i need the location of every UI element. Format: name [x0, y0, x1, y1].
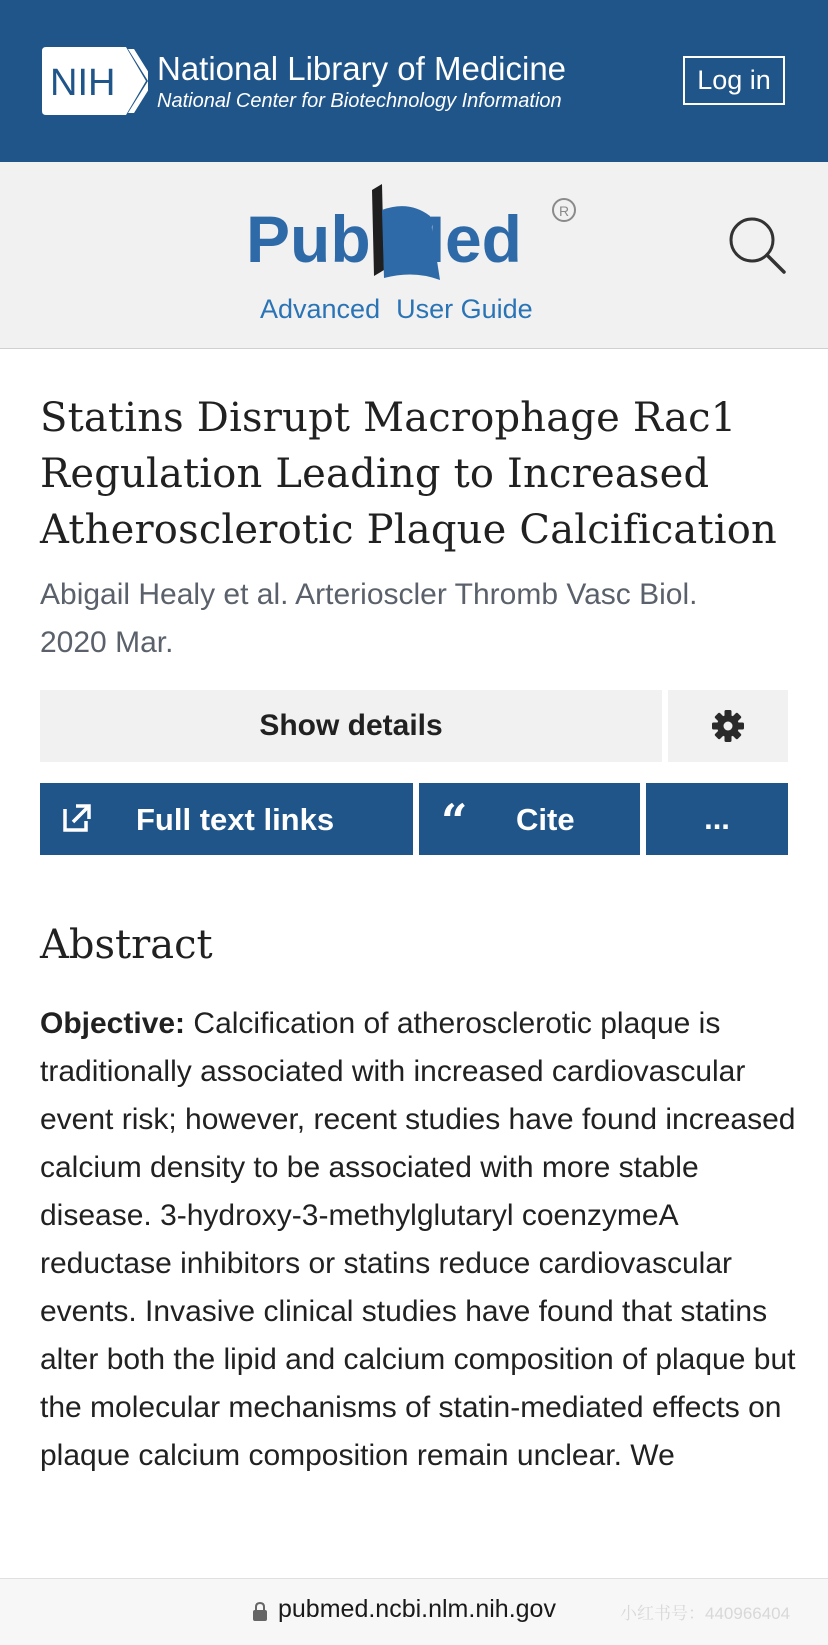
login-button[interactable]: Log in [683, 56, 785, 105]
gear-icon [711, 709, 745, 743]
svg-text:R: R [559, 203, 570, 219]
quote-icon: “ [441, 794, 468, 848]
pubmed-logo-pub: Pub [246, 202, 371, 276]
pubmed-logo[interactable] [244, 180, 584, 298]
abstract-paragraph: Calcification of atherosclerotic plaque is traditionally associated with increased cardiovascular event risk; however, recent studies have found increased calcium density to be associated with more stable disease. 3-hydroxy-3-methylglutaryl coenzymeA reductase inhibitors or statins reduce cardiovascular events. Invasive clinical studies have found that statins alter both the lipid and calcium composition of plaque but the molecular mechanisms of statin-mediated effects on plaque calcium composition remain unclear. We [40, 1007, 796, 1472]
pubmed-bar [0, 162, 828, 349]
nih-title[interactable]: National Library of Medicine [157, 50, 567, 87]
abstract-text [40, 1000, 800, 1480]
more-actions-button[interactable]: ... [646, 783, 788, 855]
full-text-links-button[interactable] [40, 783, 413, 855]
url-text[interactable]: pubmed.ncbi.nlm.nih.gov [278, 1595, 556, 1623]
nih-logo-text: NIH [50, 62, 116, 104]
show-details-button[interactable]: Show details [40, 690, 662, 762]
objective-label: Objective: [40, 1007, 186, 1040]
nih-header [0, 0, 828, 162]
nih-subtitle: National Center for Biotechnology Information [157, 90, 562, 112]
browser-url-bar[interactable] [0, 1578, 828, 1645]
settings-button[interactable] [668, 690, 788, 762]
cite-label: Cite [516, 802, 575, 837]
external-link-icon [62, 803, 92, 833]
lock-icon [252, 1601, 268, 1621]
pubmed-logo-med: Med [390, 202, 522, 276]
article-citation[interactable]: Abigail Healy et al. Arterioscler Thromb Vasc Biol. 2020 Mar. [40, 578, 698, 659]
nav-advanced-link[interactable]: Advanced [260, 294, 381, 324]
nav-user-guide-link[interactable]: User Guide [396, 294, 533, 324]
pubmed-nav [260, 294, 549, 325]
abstract-heading: Abstract [40, 922, 213, 968]
watermark: 小红书号：440966404 [620, 1604, 791, 1623]
full-text-links-label: Full text links [136, 802, 335, 837]
nih-logo[interactable] [42, 47, 148, 115]
article-title: Statins Disrupt Macrophage Rac1 Regulation Leading to Increased Atherosclerotic Plaque Calcification [40, 395, 777, 553]
search-icon[interactable] [728, 216, 788, 276]
cite-button[interactable] [419, 783, 640, 855]
